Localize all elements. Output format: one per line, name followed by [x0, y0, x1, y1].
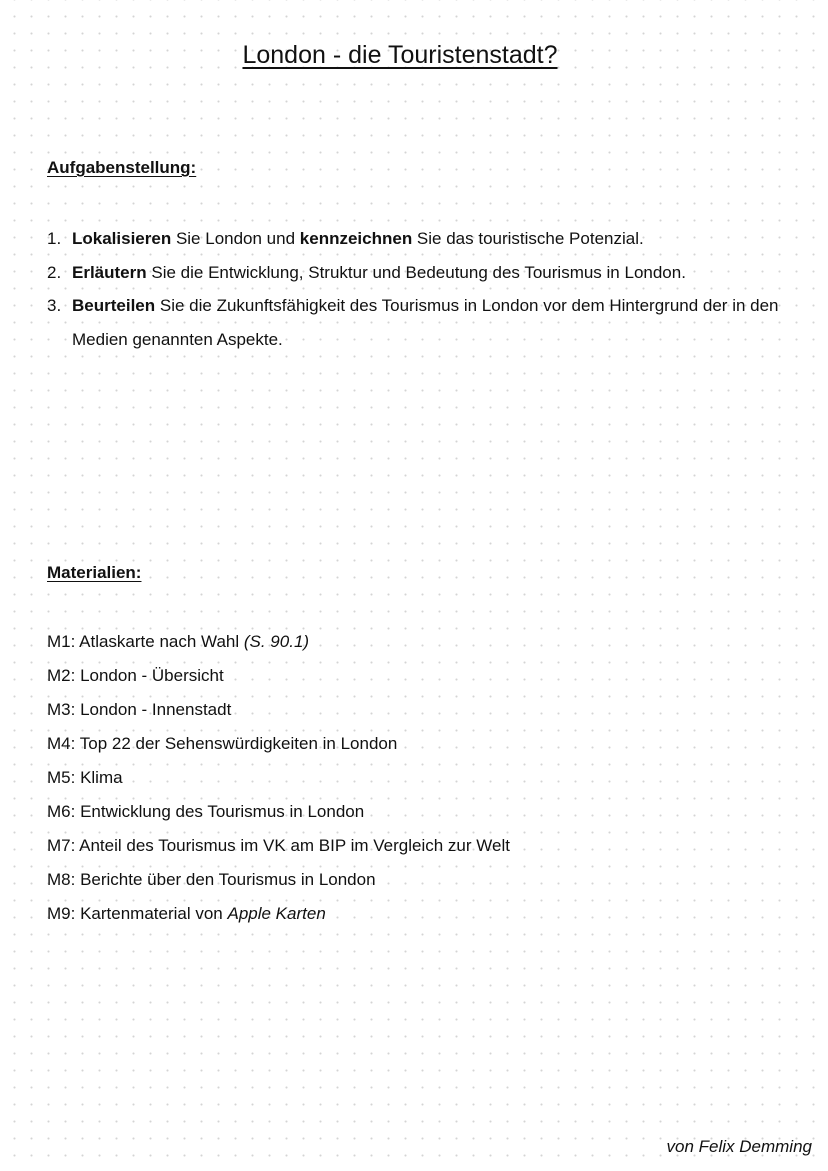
material-label: M6:	[47, 802, 76, 821]
task-item-3	[47, 289, 787, 356]
material-item-m2	[47, 659, 747, 693]
material-reference: Apple Karten	[227, 904, 326, 923]
author-signature: von Felix Demming	[666, 1137, 812, 1156]
task-text: Sie London und	[171, 229, 300, 248]
material-item-m7	[47, 829, 747, 863]
task-number: 1.	[47, 229, 62, 248]
task-verb: Lokalisieren	[72, 229, 172, 248]
material-item-m9	[47, 897, 747, 931]
tasks-heading: Aufgabenstellung:	[47, 158, 197, 177]
material-text: London - Innenstadt	[75, 700, 232, 719]
task-number: 3.	[47, 296, 62, 315]
materials-heading: Materialien:	[47, 563, 142, 582]
material-item-m3	[47, 693, 747, 727]
material-label: M1:	[47, 632, 76, 651]
material-text: London - Übersicht	[75, 666, 224, 685]
material-text: Berichte über den Tourismus in London	[75, 870, 376, 889]
material-text: Entwicklung des Tourismus in London	[75, 802, 365, 821]
material-label: M7:	[47, 836, 76, 855]
material-label: M3:	[47, 700, 76, 719]
task-verb: Erläutern	[72, 262, 147, 282]
material-label: M2:	[47, 666, 76, 685]
page-title: London - die Touristenstadt?	[242, 41, 558, 69]
material-item-m4	[47, 727, 747, 761]
task-item-1	[47, 222, 787, 256]
material-item-m1	[47, 625, 747, 659]
task-item-2	[47, 256, 787, 290]
material-item-m8	[47, 863, 747, 897]
task-list	[47, 222, 787, 356]
material-text: Anteil des Tourismus im VK am BIP im Vergleich zur Welt	[75, 836, 510, 855]
task-text: Sie die Entwicklung, Struktur und Bedeutung des Tourismus in London.	[146, 262, 686, 282]
task-text: Sie das touristische Potenzial.	[412, 229, 644, 248]
material-label: M4:	[47, 734, 76, 753]
task-verb: kennzeichnen	[299, 229, 413, 248]
material-text: Klima	[75, 768, 123, 787]
material-label: M8:	[47, 870, 76, 889]
task-verb: Beurteilen	[72, 296, 156, 315]
material-item-m6	[47, 795, 747, 829]
material-text: Atlaskarte nach Wahl	[75, 632, 244, 651]
task-text: Sie die Zukunftsfähigkeit des Tourismus in London vor dem Hintergrund der in den Medien genannten Aspekte.	[72, 296, 779, 349]
material-reference: (S. 90.1)	[243, 632, 310, 651]
task-number: 2.	[47, 262, 62, 282]
material-text: Kartenmaterial von	[75, 904, 228, 923]
material-text: Top 22 der Sehenswürdigkeiten in London	[75, 734, 398, 753]
material-list	[47, 625, 747, 931]
material-label: M9:	[47, 904, 76, 923]
material-label: M5:	[47, 768, 76, 787]
material-item-m5	[47, 761, 747, 795]
